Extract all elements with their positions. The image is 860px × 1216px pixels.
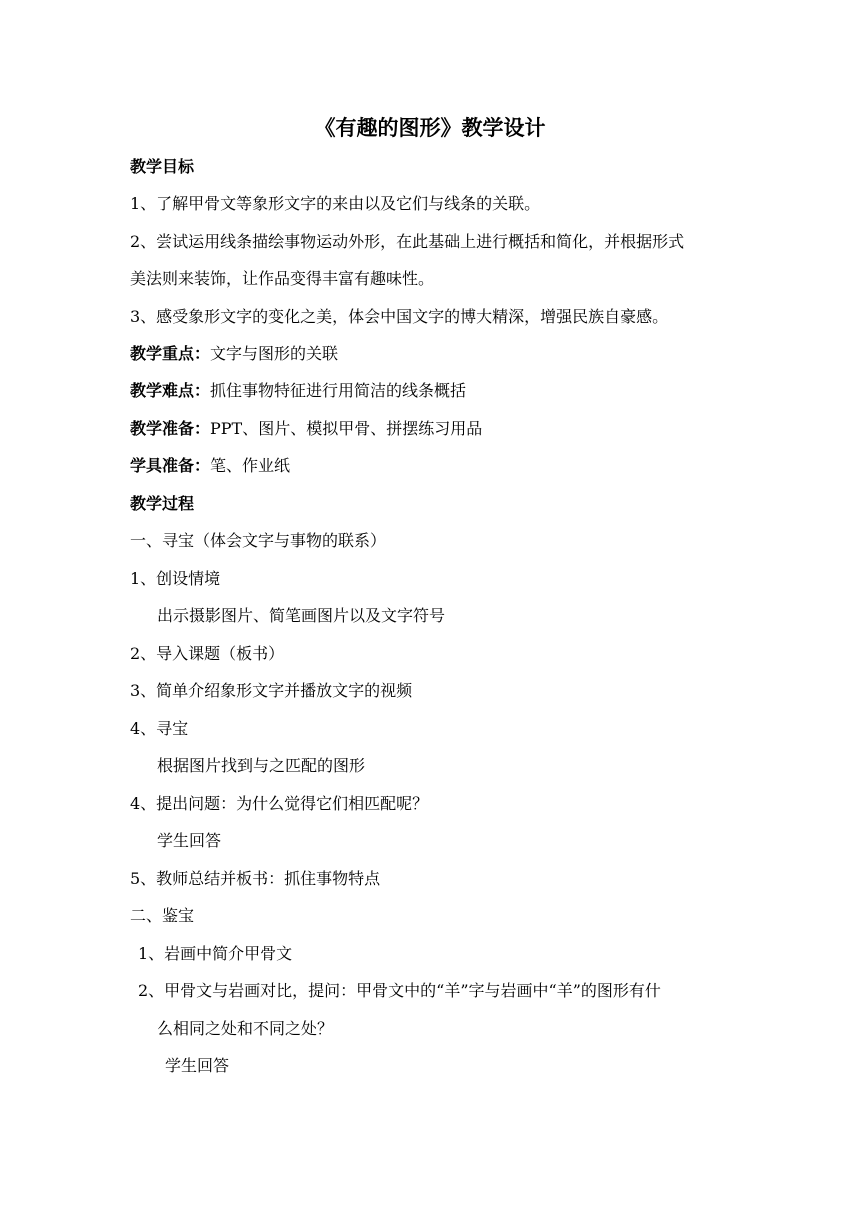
step-detail: 学生回答 bbox=[165, 1056, 230, 1075]
objective-item-continuation: 美法则来装饰，让作品变得丰富有趣味性。 bbox=[130, 269, 435, 288]
document-title: 《有趣的图形》教学设计 bbox=[314, 116, 546, 140]
step-line: 4、提出问题：为什么觉得它们相匹配呢？ bbox=[130, 794, 429, 813]
key-point-value: 文字与图形的关联 bbox=[210, 344, 339, 363]
section-title: 二、鉴宝 bbox=[130, 906, 195, 925]
teacher-prep-label: 教学准备： bbox=[130, 419, 211, 438]
section-title: 一、寻宝（体会文字与事物的联系） bbox=[130, 531, 387, 550]
step-detail: 出示摄影图片、简笔画图片以及文字符号 bbox=[157, 606, 446, 625]
objective-item: 2、尝试运用线条描绘事物运动外形，在此基础上进行概括和简化，并根据形式 bbox=[130, 232, 685, 251]
step-line-continuation: 么相同之处和不同之处？ bbox=[157, 1019, 334, 1038]
step-line: 1、创设情境 bbox=[130, 569, 221, 588]
step-line: 3、简单介绍象形文字并播放文字的视频 bbox=[130, 681, 413, 700]
student-prep-label: 学具准备： bbox=[130, 456, 211, 475]
step-detail: 根据图片找到与之匹配的图形 bbox=[157, 756, 366, 775]
objectives-heading: 教学目标 bbox=[130, 157, 195, 176]
key-point-label: 教学重点： bbox=[130, 344, 211, 363]
step-line: 1、岩画中简介甲骨文 bbox=[138, 944, 293, 963]
student-prep-line bbox=[130, 456, 290, 476]
objective-item: 3、感受象形文字的变化之美，体会中国文字的博大精深，增强民族自豪感。 bbox=[130, 307, 669, 326]
step-detail: 学生回答 bbox=[157, 831, 222, 850]
teacher-prep-line bbox=[130, 419, 482, 439]
step-line: 5、教师总结并板书：抓住事物特点 bbox=[130, 869, 381, 888]
student-prep-value: 笔、作业纸 bbox=[210, 456, 291, 475]
teacher-prep-value: PPT、图片、模拟甲骨、拼摆练习用品 bbox=[210, 419, 483, 438]
objective-item: 1、了解甲骨文等象形文字的来由以及它们与线条的关联。 bbox=[130, 194, 541, 213]
step-line: 4、寻宝 bbox=[130, 719, 189, 738]
step-line: 2、甲骨文与岩画对比，提问：甲骨文中的“羊”字与岩画中“羊”的图形有什 bbox=[138, 981, 661, 1000]
key-point-line bbox=[130, 344, 338, 364]
step-line: 2、导入课题（板书） bbox=[130, 644, 285, 663]
process-heading: 教学过程 bbox=[130, 494, 195, 513]
difficulty-label: 教学难点： bbox=[130, 381, 211, 400]
difficulty-value: 抓住事物特征进行用简洁的线条概括 bbox=[210, 381, 467, 400]
difficulty-line bbox=[130, 381, 466, 401]
